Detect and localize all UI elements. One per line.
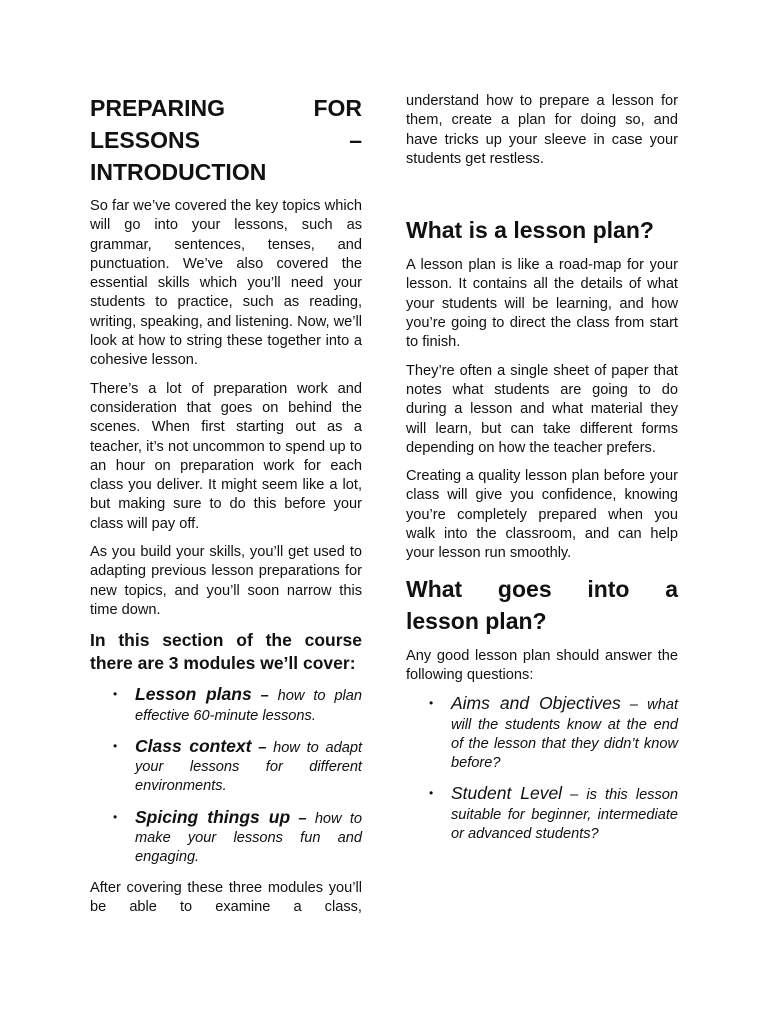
question-dash: – <box>620 697 648 714</box>
module-term: Class context <box>135 735 252 756</box>
title-line: PREPARING FOR <box>90 95 362 121</box>
list-item <box>113 684 362 726</box>
module-dash: – <box>290 810 315 827</box>
module-term: Spicing things up <box>135 806 291 827</box>
question-dash: – <box>562 787 587 804</box>
questions-list <box>406 694 678 844</box>
section-spacer <box>406 178 678 214</box>
question-term: Aims and Objectives <box>451 693 621 714</box>
question-term: Student Level <box>451 783 563 804</box>
bullet-icon: • <box>429 696 434 711</box>
preparation-paragraph: There’s a lot of preparation work and consideration that goes on behind the scenes. When first starting out as a teacher, it’s not uncommon to spend up to an hour on preparation work for each class you deliver. It might seem like a lot, but making sure to do this before your class will pay off. <box>90 380 362 532</box>
lesson-plan-paragraph: Creating a quality lesson plan before your class will give you confidence, knowing you’re completely prepared when you walk into the classroom, and can help your lesson run smoothly. <box>406 468 678 562</box>
list-item <box>429 693 678 773</box>
continuation-paragraph: understand how to prepare a lesson for them, create a plan for doing so, and have tricks up your sleeve in case your students get restless. <box>406 93 678 167</box>
section-heading-lesson-plan <box>406 214 678 246</box>
module-term: Lesson plans <box>135 684 252 705</box>
modules-list <box>90 685 362 867</box>
question-desc: is this lesson suitable for beginner, intermediate or advanced students? <box>451 787 679 843</box>
module-dash: – <box>251 739 274 756</box>
list-item <box>113 806 363 868</box>
intro-paragraph: So far we’ve covered the key topics which will go into your lessons, such as grammar, sentences, tenses, and punctuation. We’ve also covered the essential skills which you’ll need your students to practice, such as reading, writing, speaking, and listening. Now, we’ll look at how to string these together into a cohesive lesson. <box>90 198 362 369</box>
left-column <box>90 92 362 926</box>
module-dash: – <box>251 688 278 705</box>
heading-line: What goes into a <box>406 575 678 602</box>
lesson-plan-paragraph: They’re often a single sheet of paper that notes what students are going to do during a lesson and what material they will learn, but can take different forms depending on how the teacher prefers. <box>406 362 678 456</box>
list-item <box>113 735 363 797</box>
heading-line: lesson plan? <box>406 607 547 634</box>
lesson-plan-paragraph: A lesson plan is like a road-map for your lesson. It contains all the details of what your students will be learning, and how you’re going to direct the class from start to finish. <box>406 257 678 351</box>
bullet-icon: • <box>113 809 118 824</box>
section-heading-what-goes-into <box>406 573 678 637</box>
bullet-icon: • <box>113 738 118 753</box>
title-line: LESSONS – <box>90 127 362 153</box>
module-desc: how to plan effective 60-minute lessons. <box>135 688 362 724</box>
modules-heading: In this section of the course there are 3 modules we’ll cover: <box>90 630 362 674</box>
heading-line: What is a lesson plan? <box>406 217 654 244</box>
questions-intro: Any good lesson plan should answer the following questions: <box>406 647 678 683</box>
closing-paragraph: After covering these three modules you’ll be able to examine a class, <box>90 879 362 915</box>
title-line: INTRODUCTION <box>90 159 267 185</box>
module-desc: how to make your lessons fun and engaging. <box>135 810 363 866</box>
module-desc: how to adapt your lessons for different environments. <box>135 739 363 795</box>
list-item <box>429 783 679 844</box>
page-title <box>90 92 362 188</box>
bullet-icon: • <box>429 786 434 801</box>
right-column <box>406 92 678 855</box>
bullet-icon: • <box>113 687 118 702</box>
skills-paragraph: As you build your skills, you’ll get used to adapting previous lesson preparations for new topics, and you’ll soon narrow this time down. <box>90 544 362 618</box>
question-desc: what will the students know at the end of the lesson that they didn’t know before? <box>451 697 678 772</box>
